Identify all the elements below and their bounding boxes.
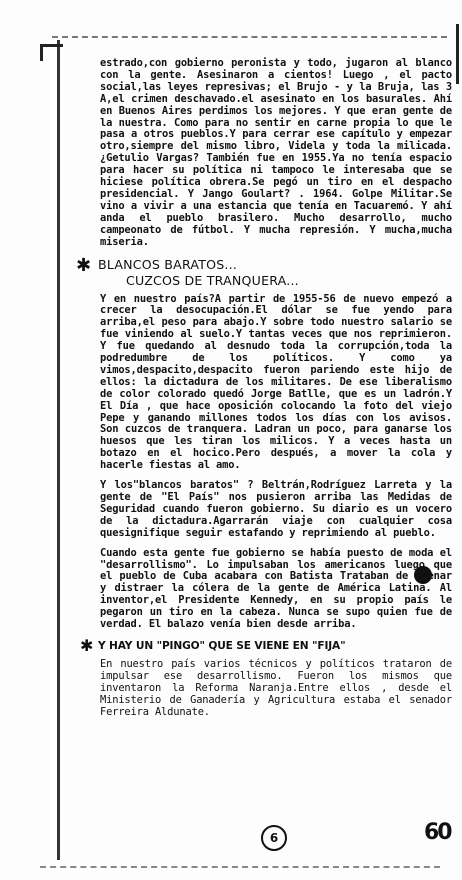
- heading-line-1: BLANCOS BARATOS...: [98, 256, 238, 272]
- scan-edge-bottom: [40, 866, 440, 868]
- scan-corner-mark: [40, 44, 63, 61]
- body-text: [76, 57, 452, 719]
- paragraph: Y los"blancos baratos" ? Beltrán,Rodríguez Larreta y la gente de "El País" nos pusieron arriba las Medidas de Seguridad cuando fueron gobierno. Su diario es un vocero de la dictadura.Agarrarán viaje con cualquier cosa quesignifique seguir estafando y reprimiendo al pueblo.: [100, 479, 452, 539]
- scan-edge-top: [52, 36, 447, 38]
- paragraph: Y en nuestro país?A partir de 1955-56 de nuevo empezó a crecer la desocupación.El dólar se fue yendo para arriba,el peso para abajo.Y sobre todo nuestro salario se fue viniendo al suelo.Y tantas veces que nos reprimieron. Y fue quedando al desnudo toda la corrupción,toda la podredumbre de los políticos. Y como ya vimos,despacito,despacito fueron pariendo este hijo de ellos: la dictadura de los militares. De ese liberalismo de color colorado quedó Jorge Batlle, que es un ladrón.Y El Día , que hace oposición colocando la foto del viejo Pepe y ganando millones todos los días con los avisos. Son cuzcos de tranquera. Ladran un poco, para ganarse los huesos que les tiran los milicos. Y a veces hasta un botazo en el hocico.Pero después, a mover la cola y hacerle fiestas al amo.: [100, 292, 452, 472]
- heading-line-2: CUZCOS DE TRANQUERA...: [126, 272, 299, 288]
- section-heading-2: [80, 635, 452, 655]
- paragraph: estrado,con gobierno peronista y todo, jugaron al blanco con la gente. Asesinaron a cientos! Luego , el pacto social,las leyes represivas; el Brujo - y la Bruja, las 3 A,el crimen deschavado.el asesinato en los basurales. Ahí en Buenos Aires perdimos los mejores. Y que eran gente de la nuestra. Como para no sentir en carne propia lo que le pasa a otros pueblos.Y para cerrar ese capítulo y empezar otro,siempre del mismo libro, Videla y toda la milicada.¿Getulio Vargas? También fue en 1955.Ya no tenía espacio para hacer su política ni tampoco le interesaba que se hiciese política obrera.Se pegó un tiro en el despacho presidencial. Y Jango Goulart? . 1964. Golpe Militar.Se vino a vivir a una estancia que tenía en Tacuaremó. Y ahí anda el pueblo brasilero. Mucho desarrollo, mucho campeonato de fútbol. Y mucha represión. Y mucha,mucha miseria.: [100, 57, 452, 248]
- asterisk-bullet-icon: ✱: [76, 254, 92, 276]
- heading-text: Y HAY UN "PINGO" QUE SE VIENE EN "FIJA": [98, 639, 346, 652]
- paragraph: Cuando esta gente fue gobierno se había puesto de moda el "desarrollismo". Lo impulsaban los americanos luego que el pueblo de Cuba acabara con Batista Trataban de frenar y distraer la cólera de la gente de América Latina. Al inventor,el Presidente Kennedy, en su propio país le pegaron un tiro en la cabeza. Nunca se supo quien fue de verdad. El balazo venía bien desde arriba.: [100, 546, 452, 631]
- margin-mark: 60: [424, 820, 451, 845]
- scan-edge-left: [57, 40, 60, 860]
- page-number: 6: [261, 825, 287, 851]
- paragraph: En nuestro país varios técnicos y políticos trataron de impulsar ese desarrollismo. Fueron los mismos que inventaron la Reforma Naranja.Entre ellos , desde el Ministerio de Ganadería y Agricultura estaba el senador Ferreira Aldunate.: [100, 657, 452, 718]
- section-heading-1: [76, 254, 452, 288]
- asterisk-bullet-icon: ✱: [80, 635, 94, 655]
